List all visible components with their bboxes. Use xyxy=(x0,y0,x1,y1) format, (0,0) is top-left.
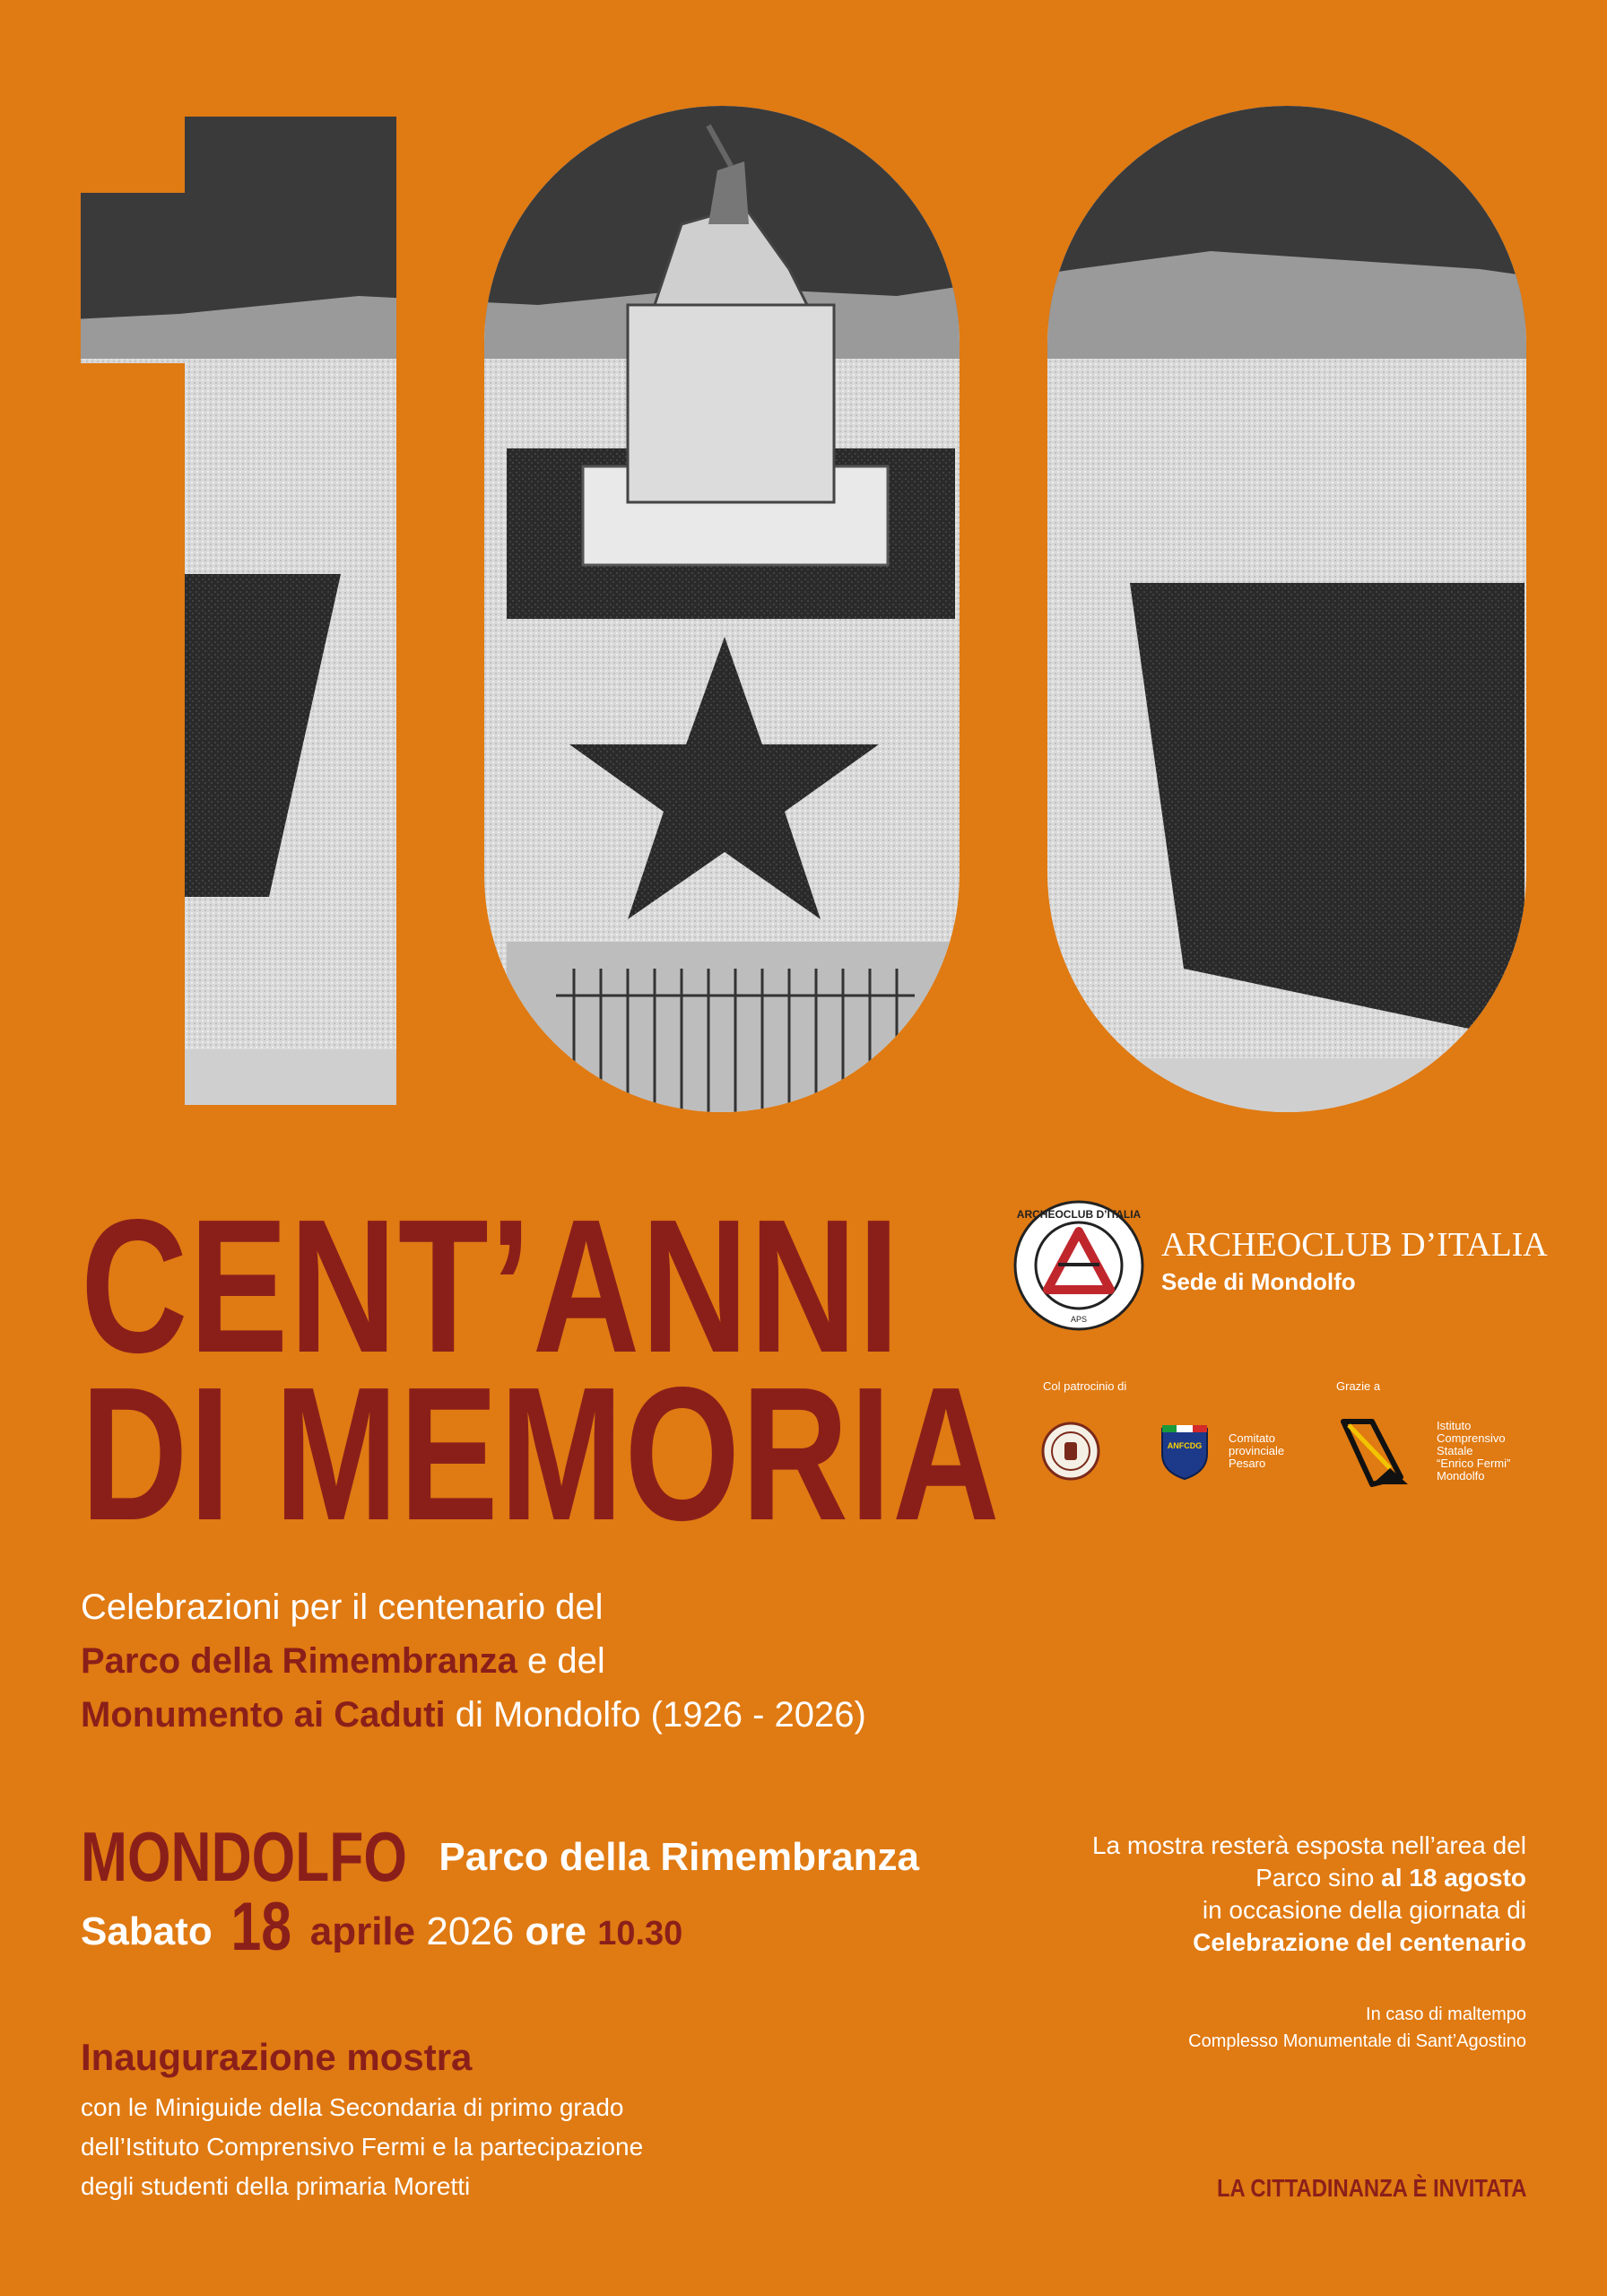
exhibit-line-1: La mostra resterà esposta nell’area del xyxy=(1091,1831,1526,1859)
exhibit-text: Parco sino xyxy=(1255,1864,1382,1892)
school-logo-icon xyxy=(1336,1413,1412,1490)
subtitle-line-2 xyxy=(81,1634,605,1688)
event-year: 2026 xyxy=(426,1909,515,1953)
event-place xyxy=(81,1816,919,1898)
inauguration-title: Inaugurazione mostra xyxy=(81,2036,473,2078)
event-day-label: Sabato xyxy=(81,1909,213,1953)
comitato-text xyxy=(1229,1432,1284,1470)
weather-line-2: Complesso Monumentale di Sant’Agostino xyxy=(1188,2031,1526,2051)
event-time-label: ore xyxy=(525,1909,586,1953)
archeoclub-logo xyxy=(1013,1200,1144,1331)
inauguration-line: dell’Istituto Comprensivo Fermi e la partecipazione xyxy=(81,2133,644,2161)
event-time: 10.30 xyxy=(597,1915,683,1952)
subtitle-line-3 xyxy=(81,1688,866,1742)
event-city: MONDOLFO xyxy=(81,1817,407,1896)
subtitle-text: e del xyxy=(517,1641,605,1681)
weather-line-1: In caso di maltempo xyxy=(1366,2005,1526,2024)
exhibit-line-4: Celebrazione del centenario xyxy=(1193,1928,1526,1956)
patronage-label: Col patrocinio di xyxy=(1043,1379,1127,1393)
school-line: “Enrico Fermi” xyxy=(1437,1457,1511,1470)
subtitle-text: di Mondolfo (1926 - 2026) xyxy=(445,1695,866,1735)
inauguration-line: degli studenti della primaria Moretti xyxy=(81,2172,471,2200)
title-line-1: CENT’ANNI xyxy=(81,1179,901,1392)
school-line: Mondolfo xyxy=(1437,1469,1485,1483)
exhibit-date: al 18 agosto xyxy=(1381,1864,1526,1892)
thanks-label: Grazie a xyxy=(1336,1379,1381,1393)
event-park: Parco della Rimembranza xyxy=(439,1834,919,1879)
monument-name-highlight: Monumento ai Caduti xyxy=(81,1695,446,1735)
comitato-line: provinciale xyxy=(1229,1444,1285,1457)
subtitle-line-1 xyxy=(81,1580,604,1634)
school-line: Istituto xyxy=(1437,1419,1472,1432)
park-name-highlight: Parco della Rimembranza xyxy=(81,1641,517,1681)
anfcdg-badge-text: ANFCDG xyxy=(1167,1441,1203,1450)
event-date xyxy=(81,1888,682,1966)
subtitle-text: Celebrazioni per il centenario del xyxy=(81,1587,604,1627)
weather-info xyxy=(1188,2001,1526,2055)
school-text xyxy=(1437,1420,1510,1483)
inauguration-line: con le Miniguide della Secondaria di primo grado xyxy=(81,2093,624,2121)
organizer-sede: Sede di Mondolfo xyxy=(1161,1268,1356,1295)
archeoclub-logo-aps: APS xyxy=(1070,1315,1088,1324)
anfcdg-badge-icon xyxy=(1159,1422,1211,1481)
event-day-number: 18 xyxy=(230,1889,292,1965)
school-line: Statale xyxy=(1437,1444,1473,1457)
exhibit-line-2 xyxy=(1092,1862,1526,1894)
hero-100-photo xyxy=(0,0,1607,1130)
title-line-2: DI MEMORIA xyxy=(81,1347,1002,1560)
school-line: Comprensivo xyxy=(1437,1431,1506,1445)
exhibit-line-3: in occasione della giornata di xyxy=(1202,1896,1526,1924)
archeoclub-logo-text: ARCHEOCLUB D’ITALIA xyxy=(1016,1208,1142,1221)
invitation-note: LA CITTADINANZA È INVITATA xyxy=(1216,2174,1526,2202)
municipality-seal-icon xyxy=(1040,1413,1101,1490)
comitato-line: Comitato xyxy=(1229,1431,1276,1445)
comitato-line: Pesaro xyxy=(1229,1457,1266,1470)
exhibit-info xyxy=(1092,1830,1526,1959)
organizer-name: ARCHEOCLUB D’ITALIA xyxy=(1161,1226,1548,1264)
event-month: aprile xyxy=(309,1909,416,1953)
